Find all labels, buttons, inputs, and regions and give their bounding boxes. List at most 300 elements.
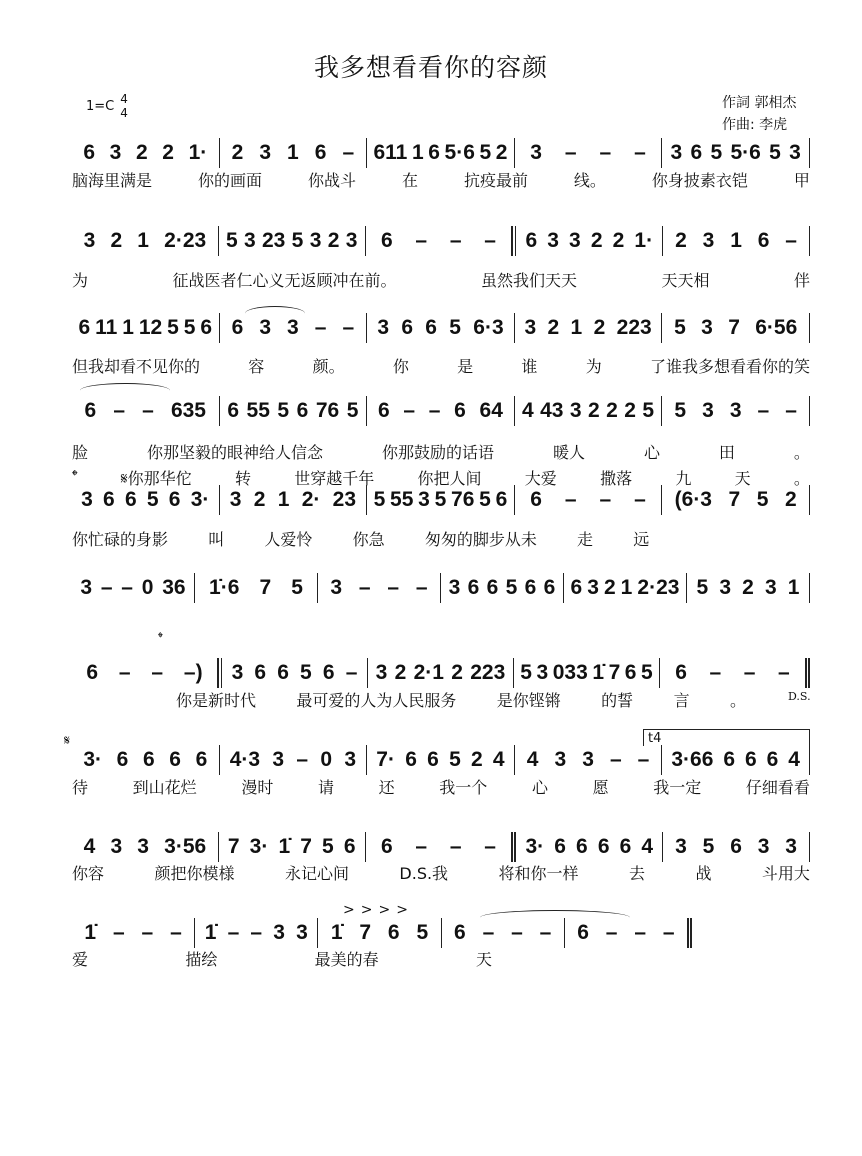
note: – <box>403 399 416 422</box>
lyric-word: 为 <box>585 357 602 376</box>
note: – <box>634 141 646 164</box>
note: 3 <box>344 748 357 771</box>
measure <box>662 745 810 775</box>
tie-slur <box>245 306 305 321</box>
note: 3 <box>137 835 149 858</box>
lyric-word: 漫时 <box>241 778 274 797</box>
note: 1 <box>287 141 299 164</box>
lyric-word: 匆匆的脚步从未 <box>424 530 537 549</box>
note: 4 <box>522 399 534 422</box>
note: – <box>112 921 125 944</box>
measure <box>366 832 517 862</box>
lyricist: 作詞 郭相杰 <box>722 95 797 111</box>
volta-bracket <box>643 729 810 746</box>
measure <box>662 396 810 426</box>
measure <box>512 226 663 256</box>
note: 7 <box>728 488 741 511</box>
note: 6 <box>530 488 542 511</box>
note: 3 <box>375 661 388 684</box>
note: 2 <box>162 141 174 164</box>
note: 3· <box>190 488 210 511</box>
lyric-word: 你 <box>392 357 409 376</box>
note: 7· <box>376 748 395 771</box>
note: – <box>564 488 577 511</box>
measure <box>662 138 810 168</box>
measure <box>367 138 515 168</box>
note: 6 <box>195 748 208 771</box>
lyric-word: 线。 <box>573 171 606 190</box>
note: – <box>227 921 240 944</box>
score-system <box>72 832 810 862</box>
lyric-word: 待 <box>72 778 89 797</box>
note: 6 <box>296 399 309 422</box>
ds-marking: D.S. <box>788 690 811 703</box>
note: 3 <box>789 141 801 164</box>
note: 1̇ <box>84 921 97 944</box>
lyric-word: 言 <box>673 691 690 710</box>
measure <box>367 485 515 515</box>
note: 7 <box>259 576 272 599</box>
note: 4 <box>641 835 654 858</box>
measure <box>662 313 810 343</box>
note: 5 <box>291 576 303 599</box>
note: 3 <box>110 835 123 858</box>
lyric-word: 转 <box>234 469 251 488</box>
note: 2 <box>588 399 600 422</box>
note: 2 <box>603 576 616 599</box>
score-system <box>72 138 810 168</box>
lyrics-line <box>176 688 746 711</box>
lyric-word: 你把人间 <box>417 469 482 488</box>
note: 5 <box>183 316 196 339</box>
lyric-word: 将和你一样 <box>498 864 579 883</box>
lyric-word: 伴 <box>793 271 810 290</box>
note: 76 <box>315 399 340 422</box>
lyric-word: 请 <box>317 778 334 797</box>
note: 3 <box>675 835 687 858</box>
lyric-word: 到山花烂 <box>132 778 197 797</box>
measure <box>72 745 220 775</box>
note: 5 <box>479 141 492 164</box>
score-system <box>72 745 810 775</box>
note: 223 <box>616 316 652 339</box>
note: 5 <box>225 229 238 252</box>
note: 5 <box>769 141 781 164</box>
lyrics-line <box>72 440 810 463</box>
coda-icon: 𝄌 <box>158 630 163 646</box>
note: 2 <box>327 229 340 252</box>
note: 3 <box>109 141 122 164</box>
note: 6 <box>744 748 757 771</box>
lyric-word: 走 <box>577 530 594 549</box>
lyric-word: 大爱 <box>524 469 557 488</box>
note: – <box>100 576 113 599</box>
measure <box>72 918 195 948</box>
measure <box>441 573 564 603</box>
note: – <box>296 748 309 771</box>
note: 43 <box>540 399 564 422</box>
note: – <box>118 661 131 684</box>
measure <box>195 573 318 603</box>
note: 3 <box>757 835 770 858</box>
lyric-word: 我一定 <box>653 778 702 797</box>
note: 5 <box>322 835 334 858</box>
lyric-word: 暖人 <box>552 443 585 462</box>
measure <box>515 485 663 515</box>
note: 5 <box>696 576 709 599</box>
score-system <box>72 313 810 343</box>
lyric-word: 永记心间 <box>284 864 349 883</box>
measure <box>515 138 663 168</box>
volta-marking: t4 <box>648 731 662 746</box>
note: 2 <box>675 229 687 252</box>
lyric-word: 你容 <box>72 864 105 883</box>
measure <box>220 138 368 168</box>
note: 7 <box>608 661 621 684</box>
lyric-word: 战 <box>695 864 712 883</box>
note: 6 <box>454 921 466 944</box>
measure <box>662 485 810 515</box>
note: 2·1 <box>413 661 444 684</box>
note: 6 <box>314 141 327 164</box>
note: 2 <box>253 488 266 511</box>
note: – <box>449 835 462 858</box>
note: 6·56 <box>755 316 798 339</box>
note: 2 <box>784 488 797 511</box>
score-system <box>72 226 810 256</box>
lyric-word: 心 <box>531 778 548 797</box>
measure <box>663 226 810 256</box>
note: 2·23 <box>164 229 207 252</box>
lyric-word: 天 <box>475 950 492 969</box>
note: 6 <box>495 488 508 511</box>
note: 5 <box>449 748 461 771</box>
lyric-word: 撒落 <box>600 469 633 488</box>
note: 6 <box>116 748 129 771</box>
lyric-word: 甲 <box>793 171 810 190</box>
note: 3· <box>83 748 102 771</box>
note: 3 <box>83 229 96 252</box>
note: – <box>387 576 400 599</box>
note: 55 <box>390 488 414 511</box>
lyric-word: 了谁我多想看看你的笑 <box>649 357 810 376</box>
note: 3 <box>273 921 285 944</box>
measure <box>687 573 810 603</box>
note: 6 <box>200 316 213 339</box>
note: 1̇ <box>330 921 343 944</box>
note: 3 <box>569 399 582 422</box>
note: 3 <box>330 576 343 599</box>
note: 6 <box>168 488 181 511</box>
lyric-word: 我一个 <box>439 778 488 797</box>
time-signature-top: 4 <box>120 92 128 106</box>
note: – <box>785 399 797 422</box>
note: 223 <box>470 661 506 684</box>
time-signature-bottom: 4 <box>120 106 128 120</box>
note: 5 <box>641 661 653 684</box>
note: – <box>415 576 428 599</box>
note: 3 <box>418 488 430 511</box>
lyric-word: 颜。 <box>312 357 345 376</box>
lyric-word: 你身披素衣铠 <box>651 171 748 190</box>
song-title: 我多想看看你的容颜 <box>313 53 548 82</box>
score-system <box>72 658 810 688</box>
lyric-word: 𝄋你那华佗 <box>120 469 192 488</box>
note: 6 <box>86 661 99 684</box>
note: 6 <box>124 488 137 511</box>
note: 3 <box>729 399 742 422</box>
key-label: 1=C <box>86 98 115 114</box>
note: 1̇ <box>278 835 291 858</box>
note: 4 <box>526 748 539 771</box>
lyric-word: 脸 <box>72 443 89 462</box>
note: – <box>564 141 577 164</box>
note: – <box>634 921 647 944</box>
lyric-word: 谁 <box>521 357 538 376</box>
measure <box>219 832 366 862</box>
note: – <box>539 921 552 944</box>
lyric-word: 你急 <box>352 530 385 549</box>
note: 1 <box>787 576 800 599</box>
note: – <box>170 921 182 944</box>
lyrics-line <box>72 268 810 291</box>
measure <box>515 396 663 426</box>
lyric-word: 虽然我们天天 <box>480 271 577 290</box>
measure <box>515 313 663 343</box>
note: 4 <box>492 748 505 771</box>
note: 3 <box>229 488 242 511</box>
lyric-word: 描绘 <box>185 950 218 969</box>
note: 3 <box>309 229 322 252</box>
lyric-word: 是你铿锵 <box>496 691 561 710</box>
note: 4 <box>788 748 800 771</box>
note: 6 <box>428 141 440 164</box>
measure <box>219 226 366 256</box>
note: 6 <box>405 748 417 771</box>
note: 6 <box>343 835 356 858</box>
note: 4 <box>83 835 96 858</box>
note: 3 <box>701 316 713 339</box>
note: 6 <box>227 399 240 422</box>
measure <box>367 396 515 426</box>
note: 6 <box>83 141 95 164</box>
lyric-word: 你的画面 <box>197 171 262 190</box>
measure <box>72 138 220 168</box>
note: 3 <box>259 141 272 164</box>
note: 6 <box>254 661 267 684</box>
measure <box>514 658 660 688</box>
note: 5 <box>505 576 518 599</box>
lyric-word: 还 <box>378 778 395 797</box>
note: 3 <box>243 229 256 252</box>
note: 3 <box>554 748 567 771</box>
note: 6 <box>380 835 393 858</box>
note: – <box>662 921 675 944</box>
note: – <box>141 921 154 944</box>
note: 7 <box>227 835 240 858</box>
note: 2·23 <box>637 576 680 599</box>
lyric-word: 你是新时代 <box>176 691 257 710</box>
note: 6 <box>142 748 155 771</box>
note: 1 <box>277 488 290 511</box>
lyric-word: 为 <box>72 271 89 290</box>
note: – <box>709 661 722 684</box>
note: – <box>415 229 428 252</box>
note: 3 <box>345 229 358 252</box>
note: – <box>599 488 612 511</box>
note: – <box>121 576 133 599</box>
note: 1· <box>634 229 654 252</box>
note: 1 <box>411 141 424 164</box>
note: 5 <box>702 835 715 858</box>
note: 5 <box>674 399 687 422</box>
lyric-word: 斗用大 <box>761 864 810 883</box>
note: 64 <box>479 399 503 422</box>
tie-slur <box>80 383 170 398</box>
lyric-word: 容 <box>248 357 265 376</box>
measure <box>368 658 514 688</box>
note: 6 <box>576 835 588 858</box>
lyric-word: 颜把你模様 <box>154 864 235 883</box>
note: 033 <box>552 661 588 684</box>
note: –) <box>183 661 203 684</box>
measure <box>663 832 810 862</box>
measure <box>220 396 368 426</box>
note: 5 <box>300 661 312 684</box>
note: 55 <box>246 399 270 422</box>
measure <box>72 313 220 343</box>
note: 6 <box>723 748 736 771</box>
note: 5·6 <box>444 141 475 164</box>
note: 6 <box>427 748 439 771</box>
measure <box>72 658 218 688</box>
note: 3· <box>525 835 545 858</box>
lyric-word: 𝄌 <box>72 466 78 485</box>
note: 3 <box>536 661 549 684</box>
note: 6 <box>675 661 687 684</box>
measure <box>318 918 441 948</box>
note: 12 <box>138 316 163 339</box>
lyric-word: 去 <box>628 864 645 883</box>
score-system <box>72 396 810 426</box>
note: 6 <box>619 835 632 858</box>
lyric-word: 愿 <box>592 778 609 797</box>
lyric-word: 最美的春 <box>314 950 379 969</box>
note: 2 <box>470 748 483 771</box>
note: 5 <box>146 488 159 511</box>
note: 5 <box>277 399 290 422</box>
note: – <box>757 399 770 422</box>
measure <box>72 396 220 426</box>
note: 3 <box>719 576 732 599</box>
note: – <box>449 229 462 252</box>
measure <box>515 745 663 775</box>
note: 2· <box>301 488 321 511</box>
note: 2 <box>624 399 636 422</box>
note: 3 <box>81 488 93 511</box>
note: 3 <box>702 399 714 422</box>
note: 6 <box>425 316 437 339</box>
note: 3 <box>785 835 797 858</box>
note: 6 <box>554 835 566 858</box>
note: 3 <box>259 316 272 339</box>
note: – <box>113 399 126 422</box>
lyric-word: 田 <box>718 443 735 462</box>
measure <box>72 832 219 862</box>
note: 6 <box>84 399 97 422</box>
measure <box>72 573 195 603</box>
note: 6 <box>387 921 400 944</box>
measure <box>660 658 810 688</box>
note: 1̇ <box>204 921 217 944</box>
tie-slur <box>480 910 630 925</box>
lyric-word: 天天相 <box>661 271 710 290</box>
note: 2 <box>394 661 407 684</box>
note: – <box>605 921 618 944</box>
note: 6 <box>103 488 115 511</box>
lyric-word: 是 <box>457 357 474 376</box>
measure <box>564 573 687 603</box>
note: 3 <box>702 229 715 252</box>
note: 2 <box>135 141 148 164</box>
score-system <box>72 573 810 603</box>
note: 5 <box>710 141 723 164</box>
lyric-word: 。 <box>729 691 746 710</box>
lyric-word: 远 <box>633 530 650 549</box>
note: 6 <box>543 576 556 599</box>
note: – <box>484 229 496 252</box>
note: 3 <box>547 229 559 252</box>
note: 3 <box>582 748 594 771</box>
note: 1̇·6 <box>209 576 240 599</box>
lyric-word: 天 <box>734 469 751 488</box>
note: 5·6 <box>730 141 761 164</box>
note: 4·3 <box>229 748 261 771</box>
lyric-word: 征战医者仁心义无返顾冲在前。 <box>172 271 397 290</box>
note: – <box>314 316 327 339</box>
note: 2 <box>742 576 754 599</box>
note: 6 <box>570 576 583 599</box>
note: 3 <box>670 141 683 164</box>
lyric-word: 抗疫最前 <box>463 171 528 190</box>
lyrics-line <box>72 527 810 550</box>
note: 5 <box>674 316 686 339</box>
note: (6·3 <box>674 488 712 511</box>
note: – <box>785 229 797 252</box>
segno-icon: 𝄋 <box>64 733 71 749</box>
note: 1 <box>570 316 583 339</box>
note: – <box>342 141 355 164</box>
note: 3·56 <box>164 835 207 858</box>
note: 5 <box>373 488 386 511</box>
note: – <box>511 921 523 944</box>
note: 6 <box>277 661 289 684</box>
note: 6 <box>467 576 480 599</box>
note: – <box>637 748 650 771</box>
measure <box>516 832 663 862</box>
note: 6 <box>486 576 499 599</box>
lyric-word: 你忙碌的身影 <box>72 530 169 549</box>
lyrics-line <box>72 861 810 884</box>
note: 5 <box>756 488 769 511</box>
note: 2 <box>495 141 508 164</box>
lyric-word: 的誓 <box>601 691 634 710</box>
note: 1 <box>137 229 149 252</box>
note: – <box>634 488 646 511</box>
measure <box>220 745 368 775</box>
lyric-word: 脑海里满是 <box>72 171 153 190</box>
note: 6 <box>690 141 703 164</box>
